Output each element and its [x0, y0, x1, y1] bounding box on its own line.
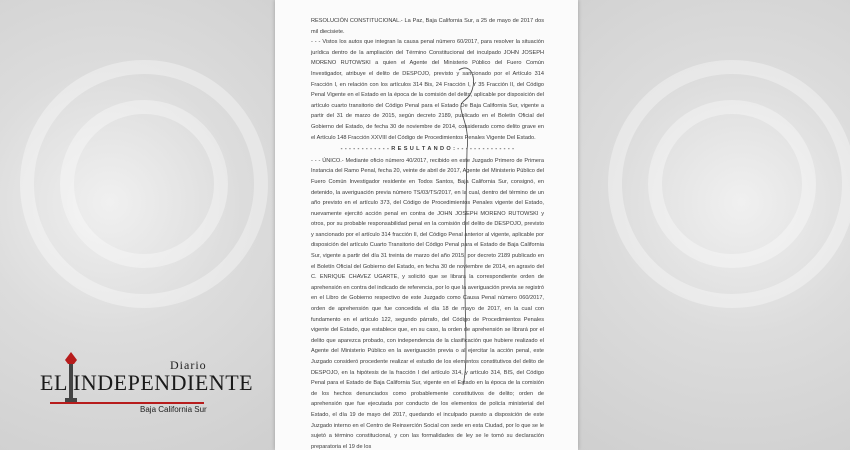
logo-brand: EL INDEPENDIENTE — [40, 370, 254, 395]
document-text — [311, 16, 544, 450]
logo-diario: Diario — [170, 358, 207, 372]
handwritten-signature — [445, 60, 485, 390]
document-paragraph: - - - Vistos los autos que integran la causa penal número 60/2017, para resolver la situación jurídica dentro de la ampliación del Término Constitucional del inculpado JOHN JOSEPH MORENO RUTOWSKI a quien el Agente del Ministerio Público del Fuero Común Investigador, atribuye el delito de DESPOJO, previsto y sancionado por el Artículo 314 Fracción I, en relación con los artículos 314 Bis, 24 Fracción I, Y 35 Fracción II, del Código Penal Vigente en el Estado en la época de la comisión del delito, aplicable por disposición del artículo cuarto transitorio del Código Penal para el Estado De Baja California Sur, vigente a partir del 31 de marzo de 2015, según decreto 2189, publicado en el Boletín Oficial del Gobierno del Estado, de fecha 30 de noviembre de 2014, considerado como delito grave en el Artículo 148 Fracción XXVIII del Código de Procedimientos Penales Vigente Del Estado. — [311, 39, 544, 141]
scanned-document-page — [275, 0, 578, 450]
newspaper-logo — [34, 352, 254, 414]
document-paragraph: - - - ÚNICO.- Mediante oficio número 40/2017, recibido en este Juzgado Primero de Primera Instancia del Ramo Penal, fecha 20, veinte de abril de 2017, Agente del Ministerio Público del Fuero Común Investigador residente en Todos Santos, Baja California Sur, consignó, en detenido, la averiguación previa número TS/03/TS/2017, en la cual, dentro del término de un año previsto en el artículo 373, del Código de Procedimientos Penales vigente del Estado, nuevamente ejercitó acción penal en contra de JOHN JOSEPH MORENO RUTOWSKI y otros, por su probable responsabilidad penal en la comisión del delito de DESPOJO, previsto y sancionado por el artículo 314 fracción II, del Código Penal anterior al vigente, aplicable por disposición del artículo Cuarto Transitorio del Código Penal para el Estado de Baja California Sur, vigente a partir del día 31 treinta de marzo del año 2015, por decreto 2189 publicado en el Boletín Oficial del Gobierno del Estado, en fecha 30 de noviembre de 2014, en agravio del C. ENRIQUE CHAVEZ UGARTE, y solicitó que se librara la correspondiente orden de aprehensión en contra del indicado de referencia, por lo que la averiguación previa se registró en el Libro de Gobierno respectivo de este Juzgado como Causa Penal número 060/2017, orden de aprehensión que fue concedida el día 18 de mayo de 2017, en la cual con fundamento en el artículo 122, segundo párrafo, del Código de Procedimientos Penales vigente del Estado, que establece que, en su caso, la orden de aprehensión se librará por el delito que aparezca probado, con independencia de la clasificación que hubiere realizado el Agente del Ministerio Público en la averiguación previa o al ejercitar la acción penal, este Juzgado consideró procedente realizar el estudio de los elementos constitutivos del delito de DESPOJO, en la hipótesis de la fracción I del artículo 314, y artículo 314, BIS, del Código Penal para el Estado de Baja California Sur, vigente en el Estado en la época de la comisión de los hechos denunciados como probablemente constitutivos de delito; orden de aprehensión que fue ejecutada por conducto de los elementos de policía ministerial del Estado, el día 19 de mayo del 2017, quedando el inculpado puesto a disposición de este Juzgado interno en el Centro de Reinserción Social con sede en esta Ciudad, por lo que se le sujetó a término constitucional, y con las formalidades de ley se le tomó su declaración preparatoria el 19 de los — [311, 157, 544, 450]
logo-region: Baja California Sur — [140, 405, 207, 414]
document-header: RESOLUCIÓN CONSTITUCIONAL.- La Paz, Baja California Sur, a 25 de mayo de 2017 dos mil diecisiete. — [311, 18, 544, 35]
logo-rule — [50, 402, 204, 404]
background-right — [578, 0, 850, 450]
section-heading: - - - - - - - - - - - - R E S U L T A N D O : - - - - - - - - - - - - - - — [340, 146, 515, 153]
decorative-ring — [60, 100, 228, 268]
decorative-ring — [648, 100, 816, 268]
